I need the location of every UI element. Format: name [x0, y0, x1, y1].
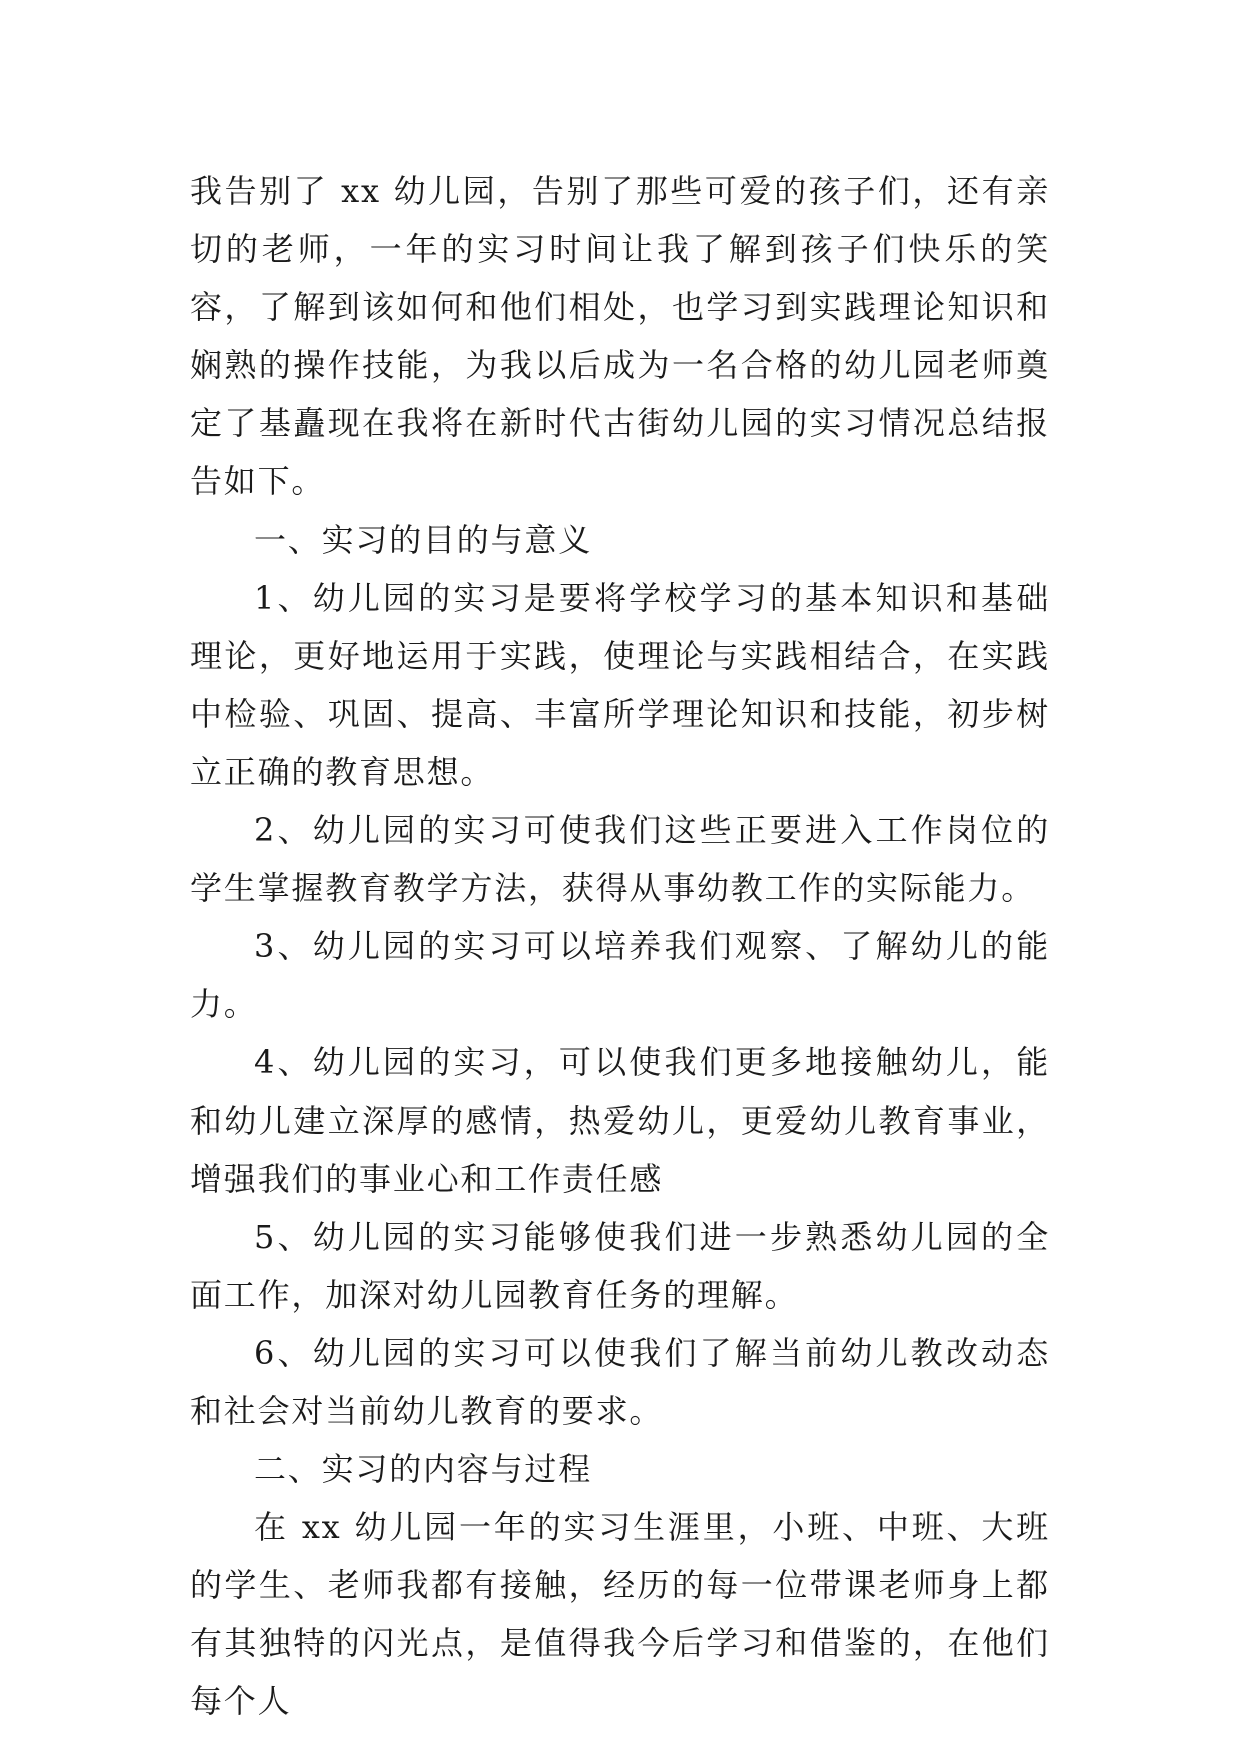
document-body — [190, 162, 1050, 1731]
section-heading-2: 二、实习的内容与过程 — [254, 1450, 593, 1489]
paragraph-item-6: 6、幼儿园的实习可以使我们了解当前幼儿教改动态和社会对当前幼儿教育的要求。 — [190, 1333, 1050, 1430]
paragraph-item-4: 4、幼儿园的实习，可以使我们更多地接触幼儿，能和幼儿建立深厚的感情，热爱幼儿，更爱幼儿教育事业，增强我们的事业心和工作责任感 — [190, 1043, 1050, 1198]
paragraph-item-3: 3、幼儿园的实习可以培养我们观察、了解幼儿的能力。 — [190, 927, 1050, 1024]
paragraph-intro: 我告别了 xx 幼儿园，告别了那些可爱的孩子们，还有亲切的老师，一年的实习时间让我了解到孩子们快乐的笑容，了解到该如何和他们相处，也学习到实践理论知识和娴熟的操作技能，为我以后成为一名合格的幼儿园老师奠定了基矗现在我将在新时代古街幼儿园的实习情况总结报告如下。 — [190, 172, 1050, 501]
paragraph-item-5: 5、幼儿园的实习能够使我们进一步熟悉幼儿园的全面工作，加深对幼儿园教育任务的理解。 — [190, 1217, 1050, 1314]
paragraph-item-2: 2、幼儿园的实习可使我们这些正要进入工作岗位的学生掌握教育教学方法，获得从事幼教工作的实际能力。 — [190, 811, 1050, 908]
section-heading-1: 一、实习的目的与意义 — [254, 520, 593, 559]
paragraph-item-1: 1、幼儿园的实习是要将学校学习的基本知识和基础理论，更好地运用于实践，使理论与实践相结合，在实践中检验、巩固、提高、丰富所学理论知识和技能，初步树立正确的教育思想。 — [190, 578, 1050, 791]
paragraph-content: 在 xx 幼儿园一年的实习生涯里，小班、中班、大班的学生、老师我都有接触，经历的每一位带课老师身上都有其独特的闪光点，是值得我今后学习和借鉴的，在他们每个人 — [190, 1508, 1050, 1721]
